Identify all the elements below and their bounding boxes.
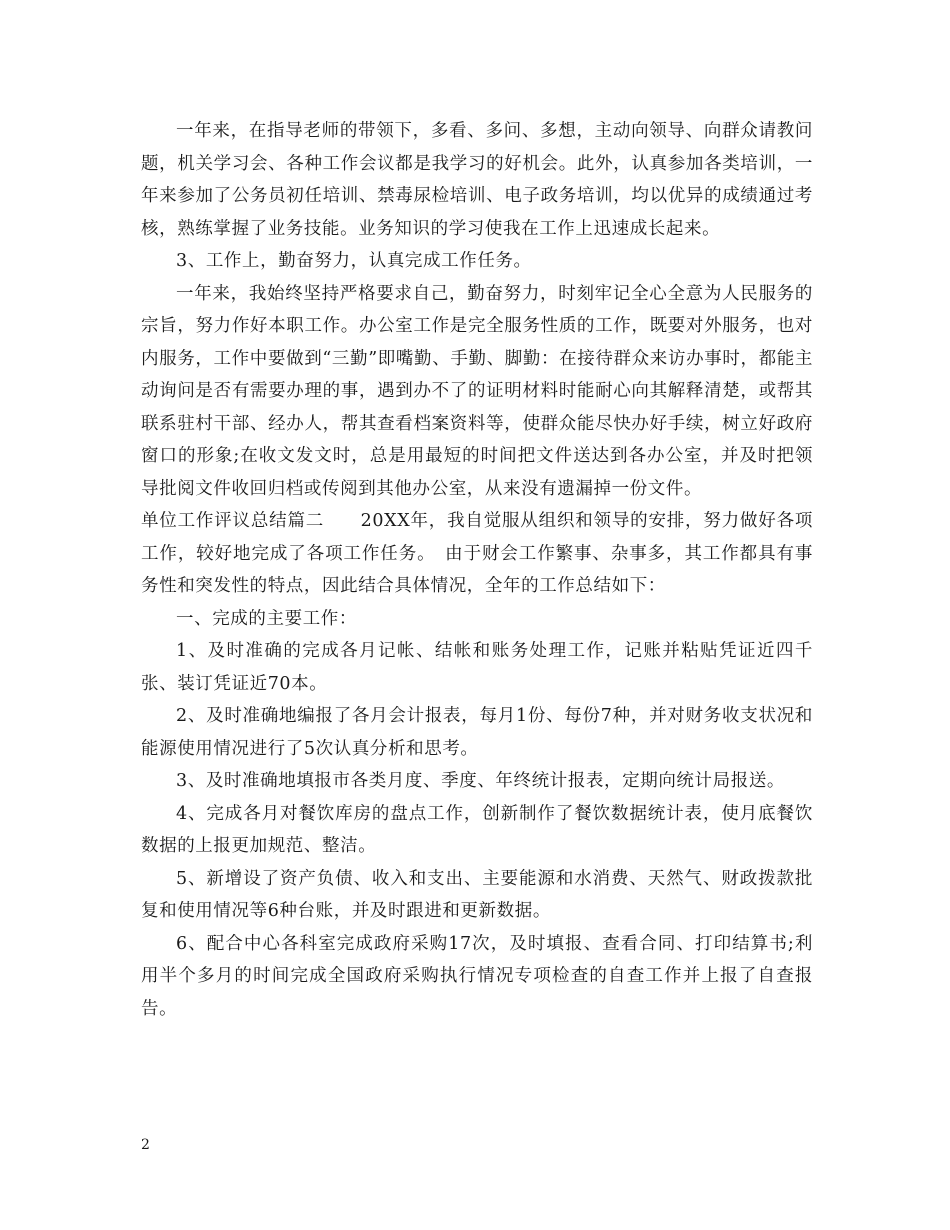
paragraph-8: 3、及时准确地填报市各类月度、季度、年终统计报表，定期向统计局报送。 bbox=[176, 771, 786, 791]
paragraph-11: 6、配合中心各科室完成政府采购17次，及时填报、查看合同、打印结算书;利用半个多月的时间完成全国政府采购执行情况专项检查的自查工作并上报了自查报告。 bbox=[141, 933, 813, 1019]
paragraph-3: 一年来，我始终坚持严格要求自己，勤奋努力，时刻牢记全心全意为人民服务的宗旨，努力作好本职工作。办公室工作是完全服务性质的工作，既要对外服务，也对内服务，工作中要做到“三勤”即嘴勤、手勤、脚勤：在接待群众来访办事时，都能主动询问是否有需要办理的事，遇到办不了的证明材料时能耐心向其解释清楚，或帮其联系驻村干部、经办人，帮其查看档案资料等，使群众能尽快办好手续，树立好政府窗口的形象;在收文发文时，总是用最短的时间把文件送达到各办公室，并及时把领导批阅文件收回归档或传阅到其他办公室，从来没有遗漏掉一份文件。 bbox=[141, 283, 813, 499]
paragraph-7: 2、及时准确地编报了各月会计报表，每月1份、每份7种，并对财务收支状况和能源使用情况进行了5次认真分析和思考。 bbox=[141, 706, 813, 759]
paragraph-4: 单位工作评议总结篇二 20XX年，我自觉服从组织和领导的安排，努力做好各项工作，较好地完成了各项工作任务。 由于财会工作繁事、杂事多，其工作都具有事务性和突发性的特点，因此结合具体情况，全年的工作总结如下： bbox=[141, 511, 813, 596]
paragraph-2: 3、工作上，勤奋努力，认真完成工作任务。 bbox=[176, 251, 532, 271]
page-number: 2 bbox=[141, 1137, 150, 1153]
paragraph-9: 4、完成各月对餐饮库房的盘点工作，创新制作了餐饮数据统计表，使月底餐饮数据的上报更加规范、整洁。 bbox=[141, 803, 813, 856]
paragraph-5: 一、完成的主要工作： bbox=[176, 608, 357, 629]
document-body bbox=[141, 115, 813, 1025]
paragraph-1: 一年来，在指导老师的带领下，多看、多问、多想，主动向领导、向群众请教问题，机关学习会、各种工作会议都是我学习的好机会。此外，认真参加各类培训，一年来参加了公务员初任培训、禁毒尿检培训、电子政务培训，均以优异的成绩通过考核，熟练掌握了业务技能。业务知识的学习使我在工作上迅速成长起来。 bbox=[141, 121, 813, 239]
paragraph-6: 1、及时准确的完成各月记帐、结帐和账务处理工作，记账并粘贴凭证近四千张、装订凭证近70本。 bbox=[141, 641, 813, 694]
paragraph-10: 5、新增设了资产负债、收入和支出、主要能源和水消费、天然气、财政拨款批复和使用情况等6种台账，并及时跟进和更新数据。 bbox=[141, 868, 813, 921]
